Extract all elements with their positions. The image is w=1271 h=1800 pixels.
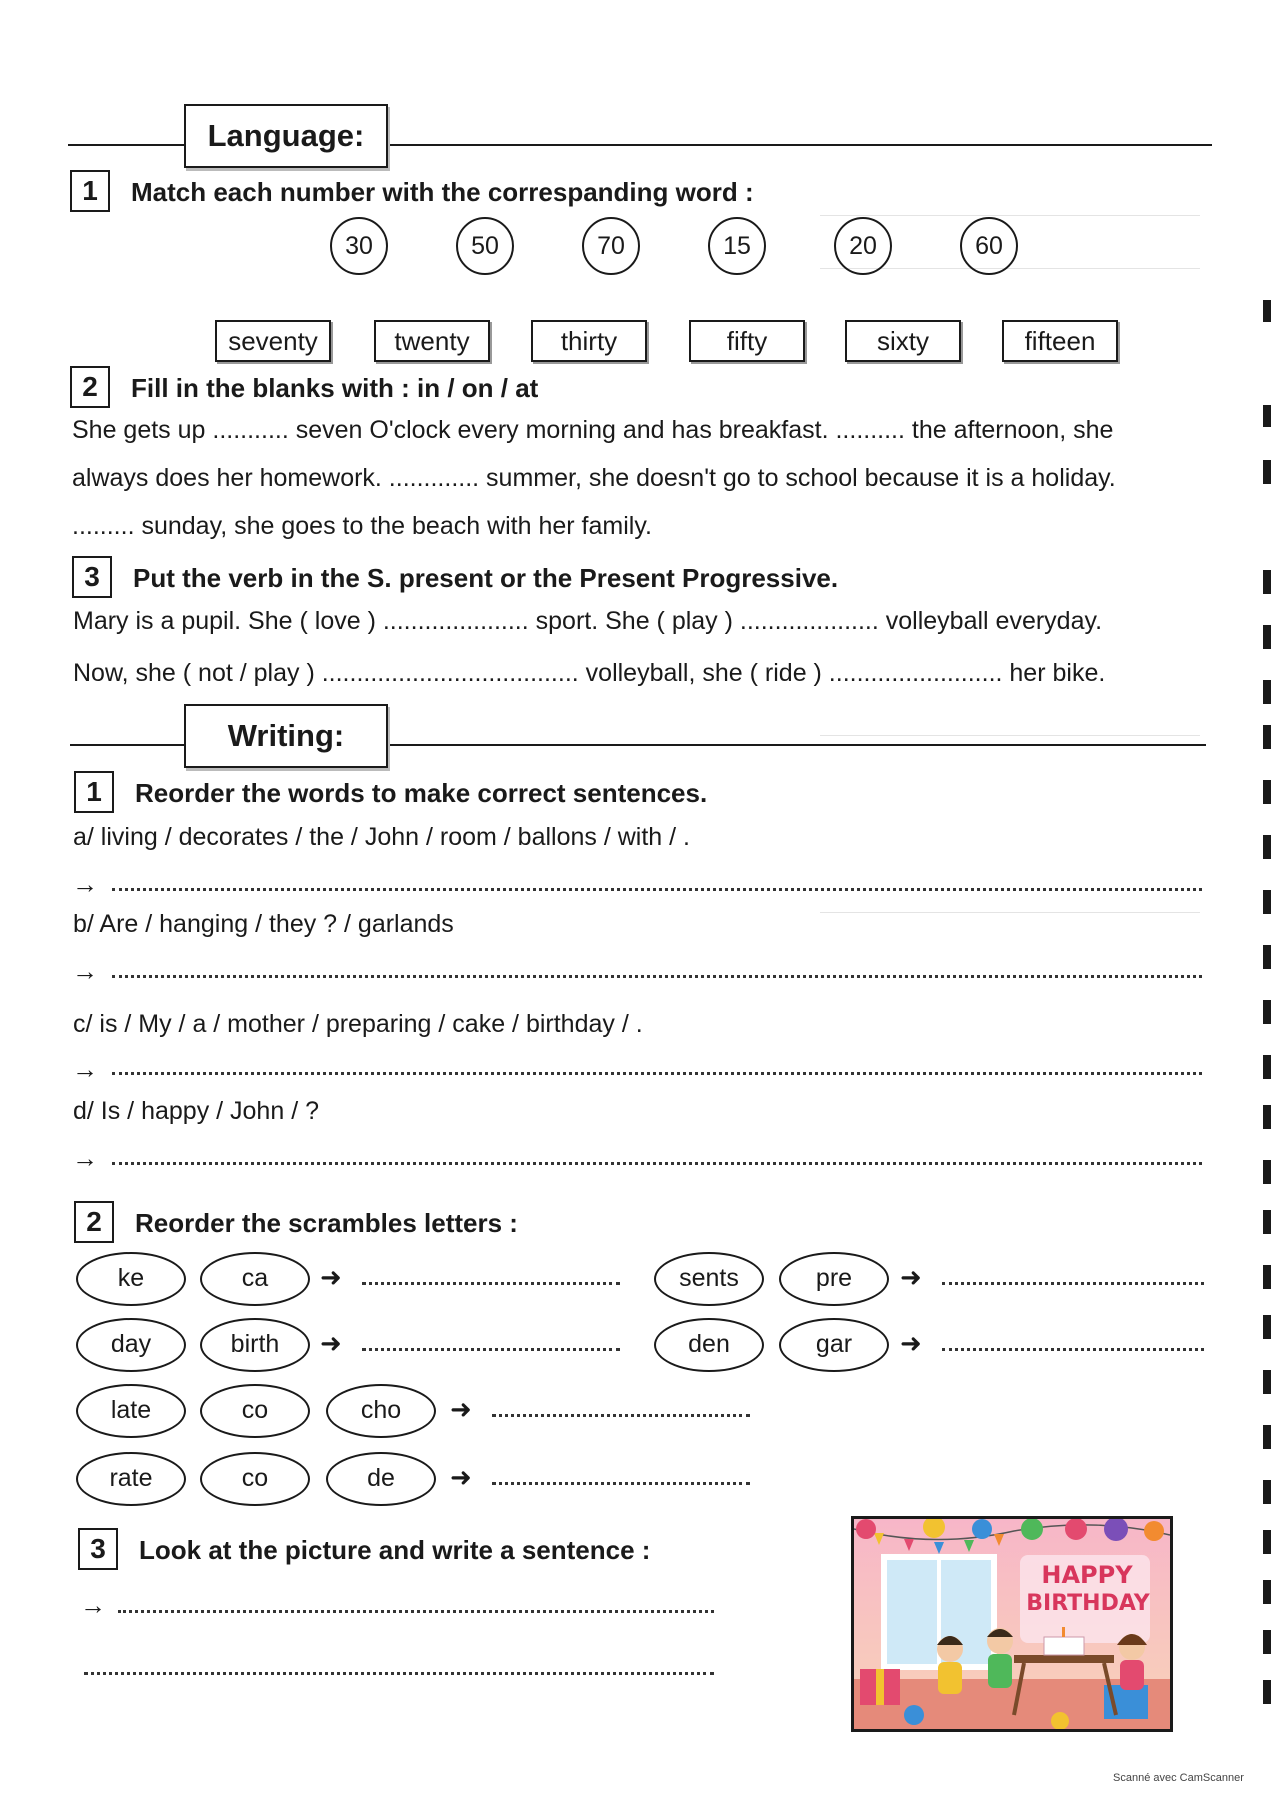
scan-edge-mark <box>1263 1530 1271 1554</box>
answer-line[interactable] <box>112 1072 1202 1075</box>
number-circle: 20 <box>834 217 892 275</box>
answer-line[interactable] <box>942 1348 1204 1351</box>
syllable-oval: den <box>654 1318 764 1372</box>
scan-edge-mark <box>1263 570 1271 594</box>
writing-heading: Writing: <box>184 704 388 768</box>
answer-line[interactable] <box>942 1282 1204 1285</box>
syllable-oval: pre <box>779 1252 889 1306</box>
word-box: thirty <box>531 320 647 362</box>
sentence-prompt-d: d/ Is / happy / John / ? <box>73 1097 319 1125</box>
language-task3-number: 3 <box>72 556 112 598</box>
answer-arrow-icon: → <box>72 869 98 899</box>
answer-arrow-icon: → <box>80 1590 106 1620</box>
number-circle: 70 <box>582 217 640 275</box>
number-circle: 15 <box>708 217 766 275</box>
answer-line[interactable] <box>492 1414 750 1417</box>
number-circle: 30 <box>330 217 388 275</box>
scan-edge-mark <box>1263 1210 1271 1234</box>
scan-edge-mark <box>1263 1630 1271 1654</box>
syllable-oval: gar <box>779 1318 889 1372</box>
answer-line[interactable] <box>362 1282 620 1285</box>
syllable-oval: co <box>200 1452 310 1506</box>
word-box: fifteen <box>1002 320 1118 362</box>
language-task2-title: Fill in the blanks with : in / on / at <box>131 373 539 403</box>
sentence-prompt-c: c/ is / My / a / mother / preparing / cake / birthday / . <box>73 1010 643 1038</box>
answer-line[interactable] <box>362 1348 620 1351</box>
scan-edge-mark <box>1263 1000 1271 1024</box>
scan-edge-mark <box>1263 625 1271 649</box>
scan-edge-mark <box>1263 1105 1271 1129</box>
answer-arrow-icon: → <box>72 1143 98 1173</box>
answer-arrow-icon: → <box>72 1054 98 1084</box>
bleed-through-line <box>820 912 1200 913</box>
syllable-oval: late <box>76 1384 186 1438</box>
answer-arrow-icon: ➜ <box>900 1328 922 1358</box>
answer-arrow-icon: ➜ <box>320 1328 342 1358</box>
answer-line[interactable] <box>118 1610 714 1613</box>
scan-edge-mark <box>1263 890 1271 914</box>
syllable-oval: ke <box>76 1252 186 1306</box>
answer-line[interactable] <box>112 888 1202 891</box>
verb-tense-line: Now, she ( not / play ) ..................................... volleyball, she ( ride ) ......................... her bike. <box>73 659 1106 687</box>
syllable-oval: ca <box>200 1252 310 1306</box>
language-rule-left <box>68 144 186 146</box>
writing-rule-left <box>70 744 186 746</box>
scan-edge-mark <box>1263 945 1271 969</box>
answer-arrow-icon: → <box>72 956 98 986</box>
writing-task2-number: 2 <box>74 1201 114 1243</box>
writing-task3-number: 3 <box>78 1528 118 1570</box>
scan-edge-mark <box>1263 1580 1271 1604</box>
number-circle: 50 <box>456 217 514 275</box>
syllable-oval: co <box>200 1384 310 1438</box>
answer-line[interactable] <box>112 1162 1202 1165</box>
number-circle: 60 <box>960 217 1018 275</box>
writing-rule-right <box>386 744 1206 746</box>
scan-edge-mark <box>1263 1055 1271 1079</box>
answer-arrow-icon: ➜ <box>450 1462 472 1492</box>
answer-line[interactable] <box>492 1482 750 1485</box>
writing-task1-number: 1 <box>74 771 114 813</box>
syllable-oval: cho <box>326 1384 436 1438</box>
scan-edge-mark <box>1263 680 1271 704</box>
bleed-through-line <box>820 215 1200 216</box>
bleed-through-line <box>820 735 1200 736</box>
picture-text-birthday: BIRTHDAY <box>1026 1591 1150 1616</box>
fill-blanks-line: always does her homework. ............. summer, she doesn't go to school because it is a holiday. <box>72 464 1116 492</box>
language-task2-number: 2 <box>70 366 110 408</box>
language-task3-title: Put the verb in the S. present or the Present Progressive. <box>133 563 839 593</box>
birthday-party-picture <box>851 1516 1173 1732</box>
language-heading: Language: <box>184 104 388 168</box>
scan-edge-mark <box>1263 1480 1271 1504</box>
sentence-prompt-a: a/ living / decorates / the / John / room / ballons / with / . <box>73 823 690 851</box>
scan-edge-mark <box>1263 725 1271 749</box>
picture-text-happy: HAPPY <box>1041 1561 1133 1589</box>
answer-line[interactable] <box>112 975 1202 978</box>
fill-blanks-line: ......... sunday, she goes to the beach with her family. <box>72 512 652 540</box>
writing-task1-title: Reorder the words to make correct sentences. <box>135 778 708 808</box>
scanner-footer: Scanné avec CamScanner <box>1113 1772 1244 1784</box>
writing-task3-title: Look at the picture and write a sentence : <box>139 1535 651 1565</box>
scan-edge-mark <box>1263 1265 1271 1289</box>
scan-edge-mark <box>1263 780 1271 804</box>
answer-arrow-icon: ➜ <box>900 1262 922 1292</box>
scan-edge-mark <box>1263 460 1271 484</box>
writing-task2-title: Reorder the scrambles letters : <box>135 1208 518 1238</box>
word-box: sixty <box>845 320 961 362</box>
answer-line[interactable] <box>84 1672 714 1675</box>
language-task1-title: Match each number with the correspanding word : <box>131 177 754 207</box>
language-rule-right <box>386 144 1212 146</box>
scan-edge-mark <box>1263 300 1271 322</box>
syllable-oval: day <box>76 1318 186 1372</box>
syllable-oval: de <box>326 1452 436 1506</box>
scan-edge-mark <box>1263 835 1271 859</box>
word-box: fifty <box>689 320 805 362</box>
fill-blanks-line: She gets up ........... seven O'clock every morning and has breakfast. .......... the afternoon, she <box>72 416 1114 444</box>
scan-edge-mark <box>1263 405 1271 427</box>
scan-edge-mark <box>1263 1315 1271 1339</box>
scan-edge-mark <box>1263 1680 1271 1704</box>
scan-edge-mark <box>1263 1160 1271 1184</box>
language-task1-number: 1 <box>70 170 110 212</box>
syllable-oval: sents <box>654 1252 764 1306</box>
verb-tense-line: Mary is a pupil. She ( love ) ..................... sport. She ( play ) .................... volleyball everyday. <box>73 607 1103 635</box>
answer-arrow-icon: ➜ <box>320 1262 342 1292</box>
scan-edge-mark <box>1263 1370 1271 1394</box>
word-box: seventy <box>215 320 331 362</box>
word-box: twenty <box>374 320 490 362</box>
answer-arrow-icon: ➜ <box>450 1394 472 1424</box>
sentence-prompt-b: b/ Are / hanging / they ? / garlands <box>73 910 454 938</box>
syllable-oval: birth <box>200 1318 310 1372</box>
syllable-oval: rate <box>76 1452 186 1506</box>
scan-edge-mark <box>1263 1425 1271 1449</box>
